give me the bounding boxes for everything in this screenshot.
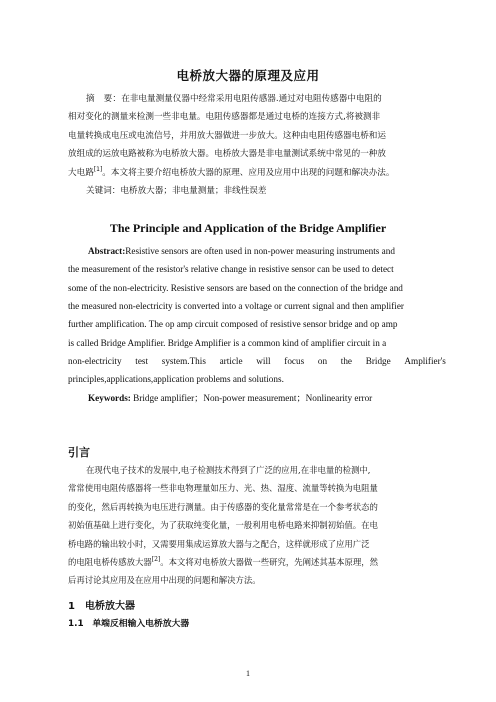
keywords-cn-text: 电桥放大器；非电量测量；非线性误差 bbox=[120, 186, 267, 197]
abstract-en-label: Abstract: bbox=[88, 246, 126, 256]
abstract-cn-line: 大电路[1]。本文将主要介绍电桥放大器的原理、应用及应用中出现的问题和解决办法。 bbox=[68, 165, 395, 178]
citation-ref: [2] bbox=[151, 556, 161, 564]
abstract-en-line-justified: non-electricity test system.This article will focus on the Bridge Amplifier's bbox=[68, 356, 446, 367]
intro-line: 后再讨论其应用及在应用中出现的问题和解决方法。 bbox=[68, 575, 261, 586]
intro-line: 初始值基础上进行变化，为了获取纯变化量，一般利用电桥电路来抑制初始值。在电 bbox=[68, 520, 378, 531]
abstract-cn bbox=[68, 90, 446, 200]
keywords-cn bbox=[68, 182, 446, 200]
abstract-cn-line: 放组成的运放电路被称为电桥放大器。电桥放大器是非电量测试系统中常见的一种放 bbox=[68, 149, 386, 160]
abstract-cn-line: 摘 要：在非电量测量仪器中经常采用电阻传感器.通过对电阻传感器中电阻的 bbox=[86, 94, 382, 104]
keywords-cn-label: 关键词： bbox=[86, 186, 121, 197]
keywords-en-label: Keywords: bbox=[88, 392, 131, 403]
paper-title-en: The Principle and Application of the Bridge Amplifier bbox=[109, 221, 387, 235]
keywords-en-text: Bridge amplifier；Non-power measurement；Nonlinearity error bbox=[130, 392, 373, 403]
intro-line: 的电阻电桥传感放大器[2]。本文将对电桥放大器做一些研究，先阐述其基本原理，然 bbox=[68, 556, 378, 568]
abstract-cn-line: 电量转换成电压或电流信号，并用放大器做进一步放大。这种由电阻传感器电桥和运 bbox=[68, 130, 386, 141]
abstract-en-line: the measurement of the resistor's relative change in resistive sensor can be used to detect bbox=[68, 264, 394, 275]
section-heading-1: 1 电桥放大器 bbox=[68, 601, 135, 612]
keywords-en bbox=[68, 389, 446, 407]
intro-line: 常常使用电阻传感器将一些非电物理量如压力、光、热、湿度、流量等转换为电阻量 bbox=[68, 483, 378, 494]
intro-line: 桥电路的输出较小时，又需要用集成运算放大器与之配合，这样就形成了应用广泛 bbox=[68, 538, 370, 549]
abstract-en-line: further amplification. The op amp circuit composed of resistive sensor bridge and op amp bbox=[68, 319, 398, 330]
abstract-en-line: is called Bridge Amplifier. Bridge Amplifier is a common kind of amplifier circuit in a bbox=[68, 337, 387, 348]
abstract-en bbox=[68, 242, 446, 407]
abstract-cn-label: 摘 要： bbox=[86, 94, 122, 104]
subsection-heading-1-1: 1.1 单端反相输入电桥放大器 bbox=[68, 619, 190, 629]
section-heading-intro: 引言 bbox=[68, 446, 90, 459]
abstract-en-line: Abstract:Resistive sensors are often used in non-power measuring instruments and bbox=[88, 246, 395, 256]
abstract-en-line: some of the non-electricity. Resistive sensors are based on the connection of the bridge and bbox=[68, 282, 403, 293]
intro-paragraph bbox=[68, 461, 446, 590]
page-number: 1 bbox=[246, 669, 250, 678]
intro-line: 的变化，然后再转换为电压进行测量。由于传感器的变化量常常是在一个参考状态的 bbox=[68, 501, 378, 512]
abstract-en-line: principles,applications,application problems and solutions. bbox=[68, 374, 284, 385]
citation-ref: [1] bbox=[93, 165, 103, 173]
abstract-cn-line: 相对变化的测量来检测一些非电量。电阻传感器都是通过电桥的连接方式,将被测非 bbox=[68, 112, 381, 123]
abstract-en-line: the measured non-electricity is converted into a voltage or current signal and then amplifier bbox=[68, 301, 404, 312]
intro-line: 在现代电子技术的发展中,电子检测技术得到了广泛的应用,在非电量的检测中, bbox=[86, 465, 371, 475]
paper-title-cn: 电桥放大器的原理及应用 bbox=[176, 68, 320, 83]
